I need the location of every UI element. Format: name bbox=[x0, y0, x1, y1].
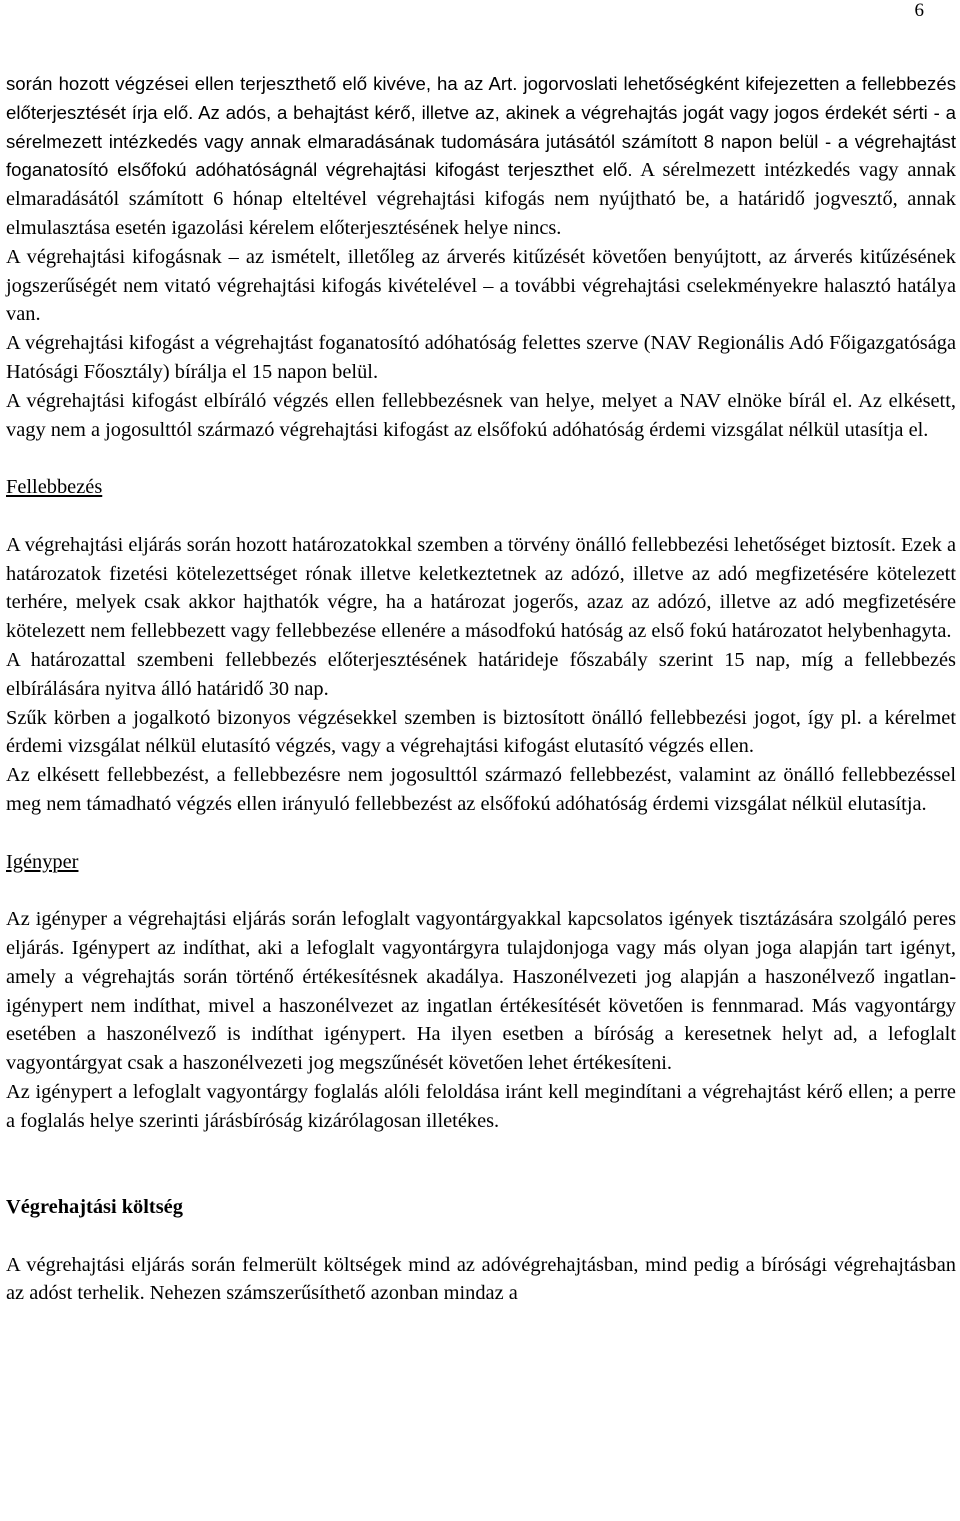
paragraph-koltseg-1: A végrehajtási eljárás során felmerült költségek mind az adóvégrehajtásban, mind pedig a bírósági végrehajtásban az adóst terhelik. Nehezen számszerűsíthető azonban mindaz a bbox=[6, 1253, 956, 1305]
paragraph-kifogas-biralat: A végrehajtási kifogást a végrehajtást foganatosító adóhatóság felettes szerve (NAV Regionális Adó Főigazgatósága Hatósági Főosztály) bírálja el 15 napon belül. bbox=[6, 332, 956, 383]
paragraph-fellebbezes-3: Szűk körben a jogalkotó bizonyos végzésekkel szemben is biztosított önálló fellebbezési jogot, így pl. a kérelmet érdemi vizsgálat nélkül elutasító végzés, vagy a végrehajtási kifogást elutasító végzés ellen. bbox=[6, 706, 956, 758]
paragraph-kifogas-intro-serif: A sérelmezett intézkedés vagy annak elmaradásától számított 6 hónap elteltével végrehajtási kifogás nem nyújtható be, a határidő jogvesztő, annak elmulasztása esetén igazolási kérelem előterjesztésének helye nincs. bbox=[6, 159, 957, 239]
paragraph-fellebbezes-4: Az elkésett fellebbezést, a fellebbezésre nem jogosulttól származó fellebbezést, valamint az önálló fellebbezéssel meg nem támadható végzés ellen irányuló fellebbezést az elsőfokú adóhatóság érdemi vizsgálat nélkül elutasítja. bbox=[6, 764, 956, 815]
paragraph-fellebbezes-1: A végrehajtási eljárás során hozott határozatokkal szemben a törvény önálló fellebbezési lehetőséget biztosít. Ezek a határozatok fizetési kötelezettséget rónak illetve keletkeztetnek az adózó, illetve az adó megfizetésére kötelezett terhére, melyek csak akkor hajthatók végre, ha a határozat jogerős, azaz az adózó, illetve az adó megfizetésére kötelezett nem fellebbezett vagy fellebbezése ellenére a másodfokú hatóság az első fokú határozatot helybenhagyta. bbox=[6, 533, 956, 643]
paragraph-igenyper-2: Az igénypert a lefoglalt vagyontárgy foglalás alóli feloldása iránt kell megindítani a végrehajtást kérő ellen; a perre a foglalás helye szerinti járásbíróság kizárólagosan illetékes. bbox=[6, 1080, 956, 1132]
heading-igenyper: Igényper bbox=[6, 850, 79, 873]
page-number: 6 bbox=[914, 0, 924, 21]
paragraph-igenyper-1: Az igényper a végrehajtási eljárás során lefoglalt vagyontárgyakkal kapcsolatos igények tisztázására szolgáló peres eljárás. Igénypert az indíthat, aki a lefoglalt vagyontárgyra tulajdonjoga vagy más olyan joga alapján tart igényt, amely a végrehajtás során történő értékesítésnek akadálya. Haszonélvezeti jog alapján a haszonélvező ingatlan-igénypert nem indíthat, mivel a haszonélvezet az ingatlan értékesítését követően is fennmarad. Más vagyontárgy esetében a haszonélvező is indíthat igénypert. Ha ilyen esetben a bíróság a keresetnek helyt ad, a lefoglalt vagyontárgyat csak a haszonélvezeti jog megszűnését követően lehet értékesíteni. bbox=[6, 908, 956, 1075]
paragraph-kifogas-halaszto: A végrehajtási kifogásnak – az ismételt, illetőleg az árverés kitűzését követően benyújtott, az árverés kitűzésének jogszerűségét nem vitató végrehajtási kifogás kivételével – a további végrehajtási cselekményekre halasztó hatálya van. bbox=[6, 245, 956, 326]
heading-fellebbezes: Fellebbezés bbox=[6, 476, 103, 499]
document-body bbox=[6, 70, 956, 1308]
paragraph-kifogas-intro-sans: során hozott végzései ellen terjeszthető elő kivéve, ha az Art. jogorvoslati lehetőségként kifejezetten a fellebbezés előterjesztését írja elő. Az adós, a behajtást kérő, illetve az, akinek a végrehajtás jogát vagy jogos érdekét sérti - a sérelmezett intézkedés vagy annak elmaradásának tudomására jutásától számított 8 napon belül - a végrehajtást foganatosító elsőfokú adóhatóságnál végrehajtási kifogást terjeszthet elő. bbox=[6, 73, 956, 181]
paragraph-fellebbezes-2: A határozattal szembeni fellebbezés előterjesztésének határideje főszabály szerint 15 nap, míg a fellebbezés elbírálására nyitva álló határidő 30 nap. bbox=[6, 648, 956, 700]
paragraph-kifogas-intro bbox=[6, 70, 956, 243]
heading-vegrehajtasi-koltseg: Végrehajtási költség bbox=[6, 1196, 183, 1219]
paragraph-kifogas-fellebbezes: A végrehajtási kifogást elbíráló végzés ellen fellebbezésnek van helye, melyet a NAV elnöke bírál el. Az elkésett, vagy nem a jogosulttól származó végrehajtási kifogást az elsőfokú adóhatóság érdemi vizsgálat nélkül utasítja el. bbox=[6, 389, 956, 441]
